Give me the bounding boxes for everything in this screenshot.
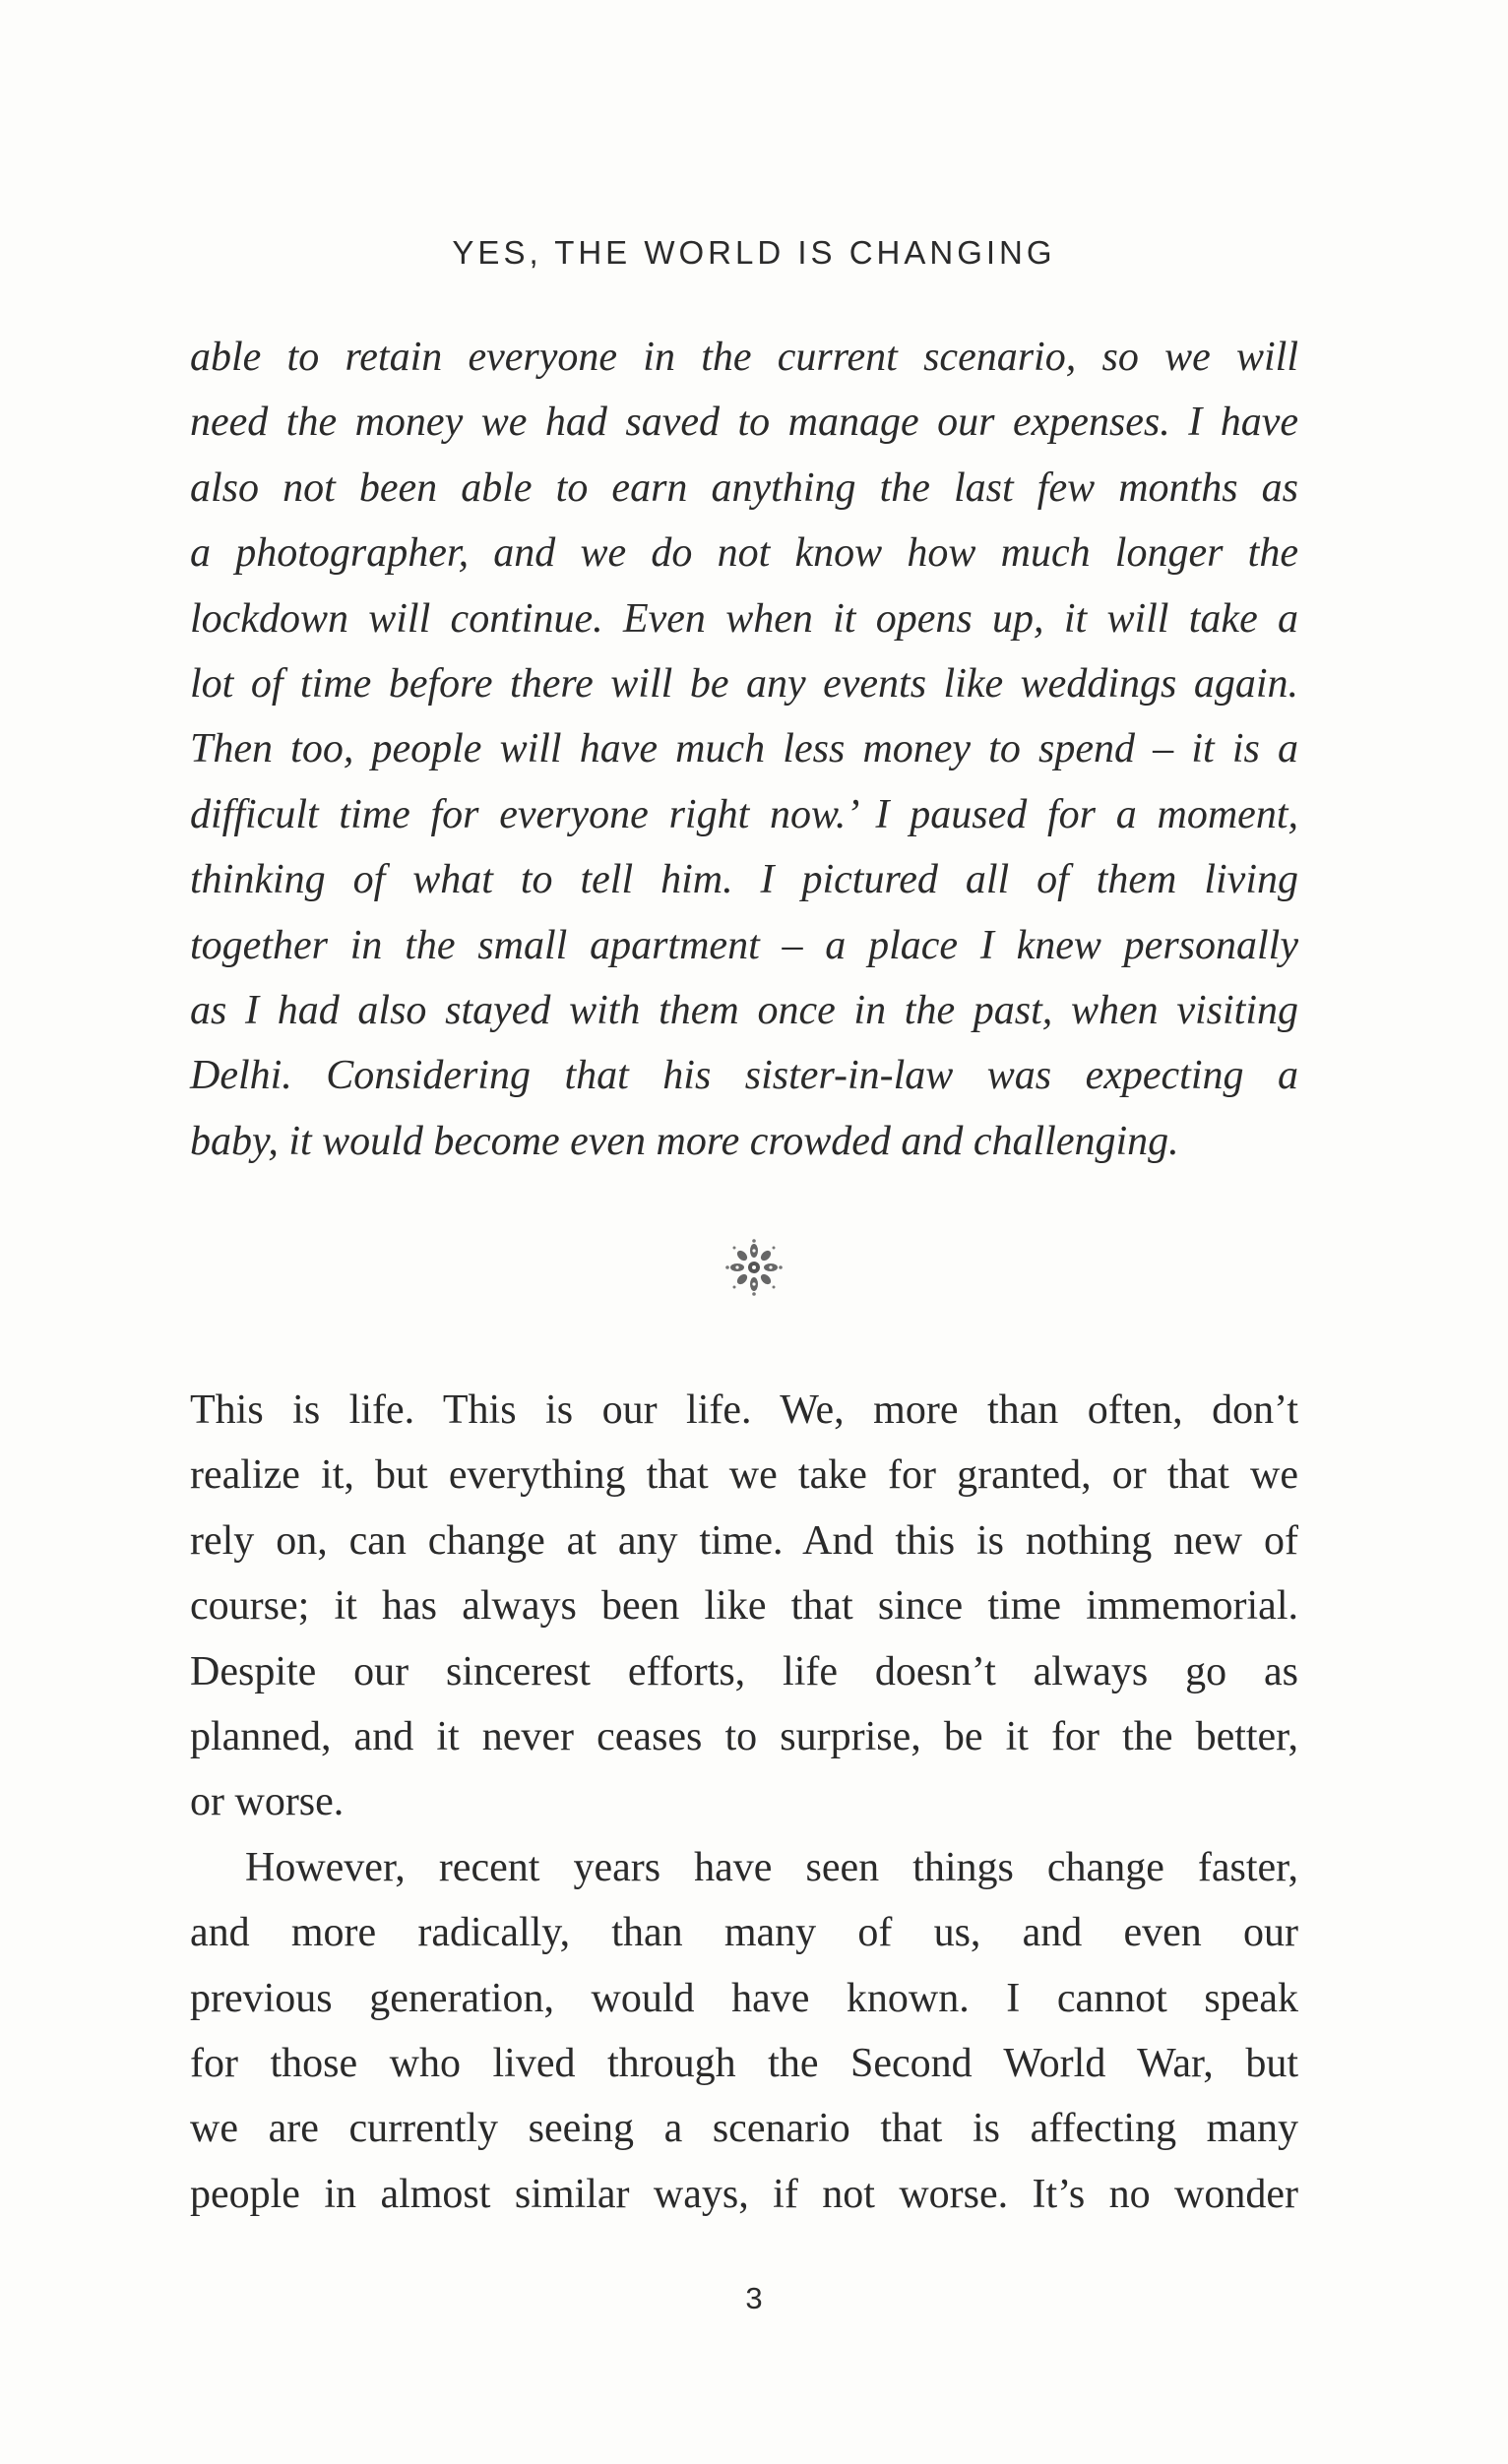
text-line: also not been able to earn anything the last few months as [190, 464, 1298, 511]
text-line: However, recent years have seen things change faster, [245, 1844, 1298, 1890]
text-line: previous generation, would have known. I cannot speak [190, 1975, 1298, 2021]
body-text [190, 1378, 1298, 2227]
text-line: together in the small apartment – a place I knew personally [190, 922, 1298, 968]
text-line: able to retain everyone in the current scenario, so we will [190, 335, 1298, 380]
text-line: baby, it would become even more crowded and challenging. [190, 1118, 1179, 1164]
running-head: YES, THE WORLD IS CHANGING [452, 234, 1056, 271]
text-line: course; it has always been like that since time immemorial. [190, 1583, 1298, 1630]
text-line: Despite our sincerest efforts, life doesn’t always go as [190, 1648, 1298, 1694]
text-line: or worse. [190, 1779, 345, 1825]
text-line: for those who lived through the Second World War, but [190, 2040, 1298, 2086]
text-line: we are currently seeing a scenario that is affecting many [190, 2106, 1298, 2152]
text-line: people in almost similar ways, if not worse. It’s no wonder [190, 2171, 1298, 2217]
paragraph [190, 1378, 1298, 1835]
text-line: a photographer, and we do not know how much longer the [190, 530, 1298, 577]
text-line: difficult time for everyone right now.’ I paused for a moment, [190, 791, 1298, 837]
text-line: lot of time before there will be any events like weddings again. [190, 660, 1298, 707]
text-line: need the money we had saved to manage our expenses. I have [190, 400, 1298, 446]
text-line: Delhi. Considering that his sister-in-law was expecting a [190, 1053, 1298, 1099]
text-line: planned, and it never ceases to surprise, be it for the better, [190, 1713, 1298, 1759]
text-line: realize it, but everything that we take for granted, or that we [190, 1452, 1298, 1499]
text-line: This is life. This is our life. We, more than often, don’t [190, 1387, 1298, 1433]
page-number: 3 [745, 2281, 763, 2315]
italic-passage [190, 325, 1298, 1174]
text-line: Then too, people will have much less money to spend – it is a [190, 726, 1298, 772]
text-line: rely on, can change at any time. And this is nothing new of [190, 1517, 1298, 1564]
text-line: lockdown will continue. Even when it opens up, it will take a [190, 595, 1298, 642]
text-line: thinking of what to tell him. I pictured all of them living [190, 857, 1298, 903]
floral-ornament-icon [724, 1238, 784, 1297]
text-line: as I had also stayed with them once in the past, when visiting [190, 987, 1298, 1033]
text-line: and more radically, than many of us, and even our [190, 1910, 1298, 1956]
paragraph [190, 1835, 1298, 2227]
